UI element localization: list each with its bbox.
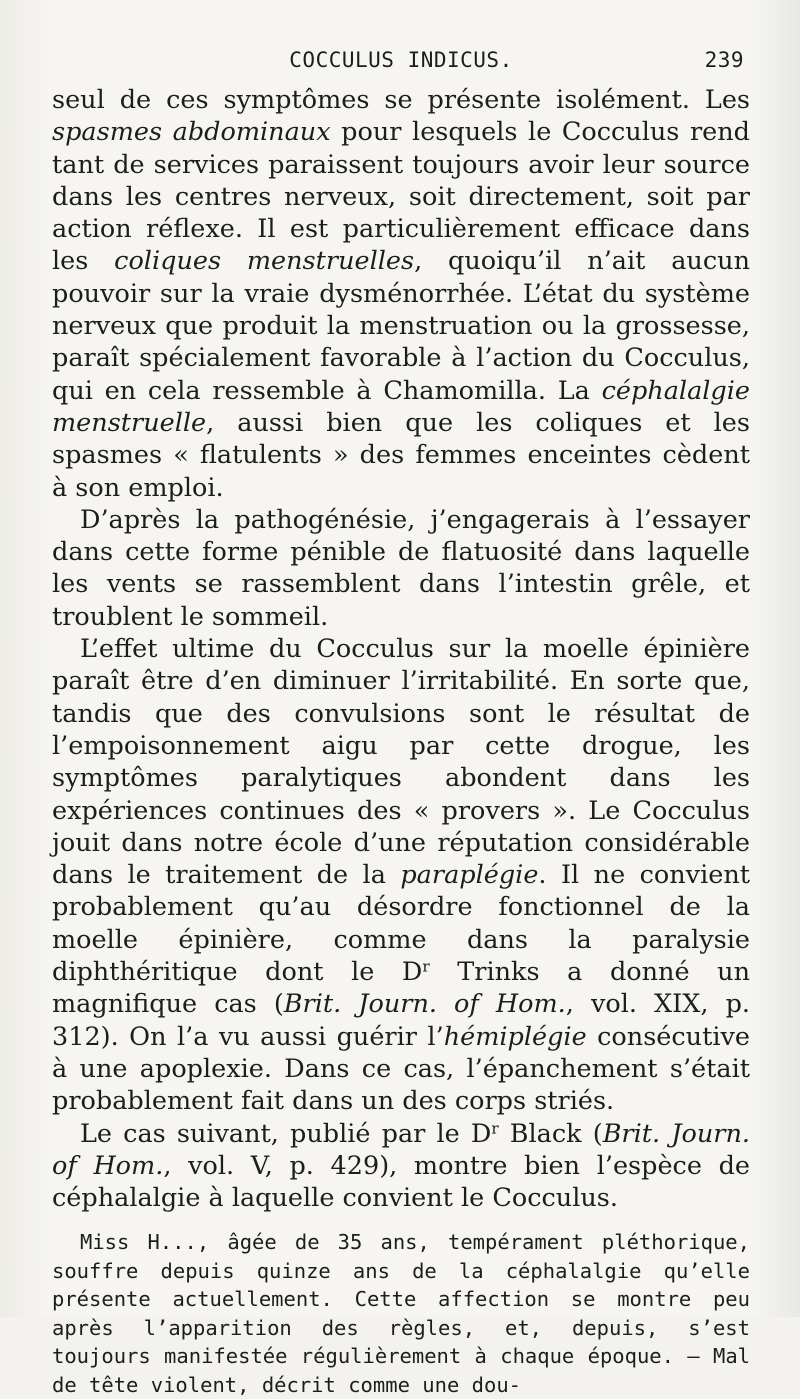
body-text	[52, 84, 750, 1214]
italic-term: hémiplégie	[443, 1021, 587, 1052]
paragraph-3	[52, 633, 750, 1117]
italic-term: paraplégie	[400, 860, 539, 891]
italic-term: céphalalgie menstruelle	[52, 375, 750, 438]
text-run: , vol. V, p. 429), montre bien l’espèce de céphalalgie à laquelle convient le Cocculus.	[52, 1150, 750, 1214]
paragraph-2: D’après la pathogénésie, j’engagerais à l’essayer dans cette forme pénible de flatuosité dans laquelle les vents se rassemblent dans l’intestin grêle, et troublent le sommeil.	[52, 504, 750, 632]
running-title: COCCULUS INDICUS.	[289, 48, 513, 72]
citation-title: Brit. Journ. of Hom.	[283, 989, 566, 1020]
text-run: , vol. XIX, p. 312). On l’a vu aussi guérir l’	[52, 989, 750, 1052]
text-run: , aussi bien que les coliques et les spasmes « flatulents » des femmes enceintes cèdent à son emploi.	[52, 407, 750, 503]
text-run: Trinks a donné un magnifique cas (	[52, 957, 750, 1020]
text-run: Black (	[498, 1118, 603, 1149]
text-run: consécutive à une apoplexie. Dans ce cas, l’épanchement s’était probablement fait dans un des corps striés.	[52, 1021, 750, 1117]
italic-term: spasmes abdominaux	[52, 117, 331, 148]
case-report-text: Miss H..., âgée de 35 ans, tempérament pléthorique, souffre depuis quinze ans de la céphalalgie qu’elle présente actuellement. Cette affection se montre peu après l’apparition des règles, et, depuis, s’est toujours manifestée régulièrement à chaque époque. — Mal de tête violent, décrit comme une dou-	[52, 1230, 750, 1397]
text-run: L’effet ultime du Cocculus sur la moelle épinière paraît être d’en diminuer l’irritabilité. En sorte que, tandis que des convulsions sont le résultat de l’empoisonnement aigu par cette drogue, les symptômes paralytiques abondent dans les expériences continues des « provers ». Le Cocculus jouit dans notre école d’une réputation considérable dans le traitement de la	[52, 634, 750, 891]
paragraph-1	[52, 84, 750, 504]
text-run: pour lesquels le Cocculus rend tant de services paraissent toujours avoir leur source dans les centres nerveux, soit directement, soit par action réflexe. Il est particulièrement efficace dans les	[52, 117, 750, 277]
text-run: . Il ne convient probablement qu’au désordre fonctionnel de la moelle épinière, comme dans la paralysie diphthéritique dont le D	[52, 860, 750, 988]
text-run: Le cas suivant, publié par le D	[80, 1118, 492, 1149]
page-header	[52, 40, 750, 84]
case-report	[52, 1228, 750, 1399]
text-run: , quoiqu’il n’ait aucun pouvoir sur la vraie dysménorrhée. L’état du système nerveux que produit la menstruation ou la grossesse, paraît spécialement favorable à l’action du Cocculus, qui en cela ressemble à Chamomilla. La	[52, 246, 750, 406]
paragraph-4	[52, 1118, 750, 1215]
superscript: r	[422, 957, 430, 976]
page-number: 239	[704, 48, 744, 72]
text-run: seul de ces symptômes se présente isolément. Les	[52, 85, 750, 115]
superscript: r	[491, 1119, 499, 1138]
italic-term: coliques menstruelles	[114, 246, 415, 277]
citation-title: Brit. Journ. of Hom.	[52, 1118, 750, 1181]
